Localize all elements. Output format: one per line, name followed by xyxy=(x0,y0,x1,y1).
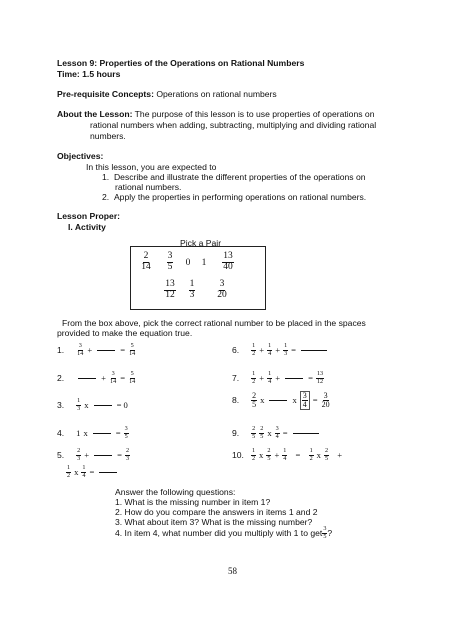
questions-title: Answer the following questions: xyxy=(115,487,236,497)
box-item: 0 xyxy=(185,258,191,268)
lesson-title: Lesson 9: Properties of the Operations on Rational Numbers xyxy=(57,58,305,68)
answer-blank[interactable] xyxy=(293,433,319,434)
box-item: $\frac{3}{20}$ xyxy=(217,279,227,300)
box-item: $\frac{13}{40}$ xyxy=(223,251,233,272)
problem-2: 2. + $\frac{3}{14}$ = $\frac{5}{14}$ xyxy=(57,370,136,385)
about-line-1 xyxy=(57,109,374,119)
problem-10: 10. $\frac{1}{2}$ x $\frac{2}{5}$ + $\frac{1}{4}$ = $\frac{1}{2}$ x $\frac{2}{5}$ + xyxy=(232,447,343,462)
question-3: 3. What about item 3? What is the missing number? xyxy=(115,517,313,527)
question-4: 4. In item 4, what number did you multiply with 1 to get $\frac{3}{5}$ ? xyxy=(115,525,333,540)
prerequisite-text: Operations on rational numbers xyxy=(153,89,277,99)
page-number: 58 xyxy=(228,566,237,576)
problem-5: 5. $\frac{2}{3}$ + = $\frac{2}{3}$ xyxy=(57,447,130,462)
objectives-intro: In this lesson, you are expected to xyxy=(86,162,217,172)
about-text-1: The purpose of this lesson is to use properties of operations on xyxy=(132,109,375,119)
box-item: $\frac{3}{5}$ xyxy=(167,251,173,272)
problem-4: 4. 1 x = $\frac{3}{5}$ xyxy=(57,425,128,440)
problem-1: 1. $\frac{3}{14}$ + = $\frac{5}{14}$ xyxy=(57,342,136,357)
answer-blank[interactable] xyxy=(94,405,112,406)
lesson-proper-title: Lesson Proper: xyxy=(57,211,121,221)
problem-9: 9. $\frac{2}{5}$ $\frac{2}{5}$ x $\frac{3}{4}$ = xyxy=(232,422,321,444)
answer-blank[interactable] xyxy=(285,378,303,379)
about-text-3: numbers. xyxy=(90,131,126,141)
lesson-time: Time: 1.5 hours xyxy=(57,69,121,79)
about-text-2: rational numbers when adding, subtracting, multiplying and dividing rational xyxy=(90,120,377,130)
prerequisite-line xyxy=(57,89,277,99)
instructions-line-1: From the box above, pick the correct rational number to be placed in the spaces xyxy=(62,318,366,328)
boxed-fraction: $\frac{3}{4}$ xyxy=(300,391,310,410)
box-item: $\frac{13}{12}$ xyxy=(165,279,175,300)
objective-1-cont: rational numbers. xyxy=(115,182,182,192)
objective-1: 1. Describe and illustrate the different properties of the operations on xyxy=(102,172,366,182)
prerequisite-label: Pre-requisite Concepts: xyxy=(57,89,154,99)
box-item: 1 xyxy=(201,258,207,268)
problem-8: 8. $\frac{2}{5}$ x x $\frac{3}{4}$ = $\frac{3}{20}$ xyxy=(232,390,330,409)
answer-blank[interactable] xyxy=(301,350,327,351)
box-item: $\frac{1}{3}$ xyxy=(189,279,195,300)
about-label: About the Lesson: xyxy=(57,109,133,119)
answer-blank[interactable] xyxy=(93,433,111,434)
box-item: $\frac{2}{14}$ xyxy=(141,251,151,272)
problem-3: 3. $\frac{1}{3}$ x = 0 xyxy=(57,397,128,412)
objectives-title: Objectives: xyxy=(57,151,104,161)
answer-blank[interactable] xyxy=(269,400,287,401)
instructions-line-2: provided to make the equation true. xyxy=(57,328,193,338)
activity-title: I. Activity xyxy=(68,222,106,232)
pick-a-pair-title: Pick a Pair xyxy=(180,238,222,248)
pick-a-pair-box xyxy=(130,246,266,310)
problem-5-cont: $\frac{1}{2}$ x $\frac{1}{4}$ = xyxy=(66,462,119,482)
answer-blank[interactable] xyxy=(97,350,115,351)
problem-7: 7. $\frac{1}{2}$ + $\frac{1}{4}$ + = $\frac{13}{12}$ xyxy=(232,370,324,385)
answer-blank[interactable] xyxy=(78,378,96,379)
question-1: 1. What is the missing number in item 1? xyxy=(115,497,271,507)
answer-blank[interactable] xyxy=(99,472,117,473)
problem-6: 6. $\frac{1}{2}$ + $\frac{1}{4}$ + $\frac{1}{3}$ = xyxy=(232,339,329,361)
answer-blank[interactable] xyxy=(94,455,112,456)
objective-2: 2. Apply the properties in performing operations on rational numbers. xyxy=(102,192,367,202)
question-2: 2. How do you compare the answers in items 1 and 2 xyxy=(115,507,318,517)
